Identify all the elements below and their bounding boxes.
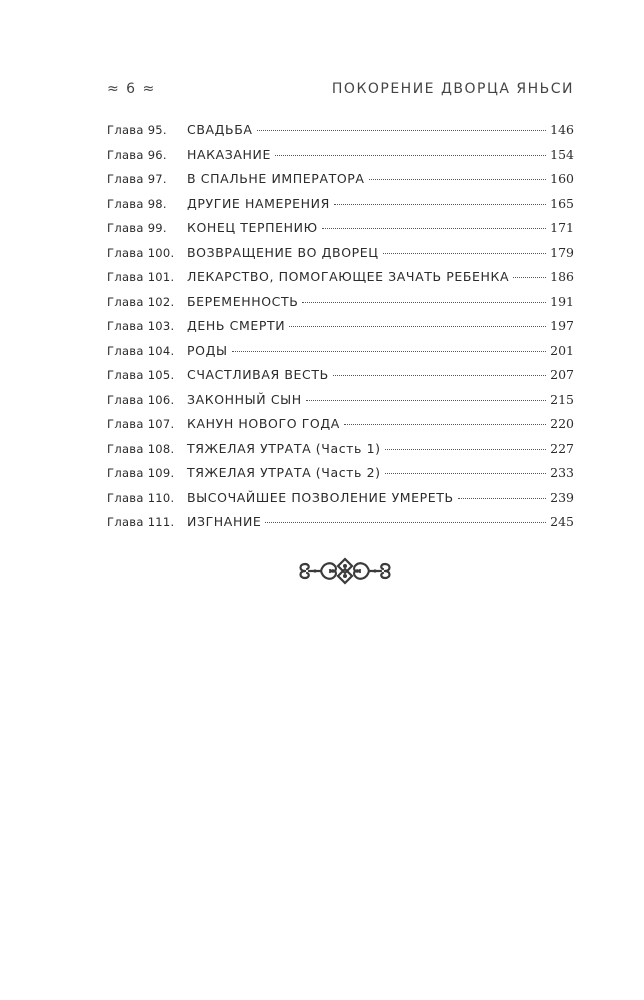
- chapter-page: 160: [550, 171, 574, 186]
- chapter-title: СВАДЬБА: [187, 122, 253, 137]
- dot-leader: [334, 204, 546, 205]
- chapter-title: НАКАЗАНИЕ: [187, 146, 271, 162]
- chapter-label: Глава 105.: [107, 368, 175, 382]
- chapter-page: 154: [550, 146, 574, 162]
- toc-entry[interactable]: [107, 367, 574, 392]
- chapter-page: 220: [550, 416, 574, 431]
- toc-entry[interactable]: [107, 392, 574, 417]
- chapter-title: КОНЕЦ ТЕРПЕНИЮ: [187, 220, 318, 235]
- page-number: ≈ 6 ≈: [107, 81, 156, 97]
- chapter-title: РОДЫ: [187, 342, 228, 358]
- chapter-page: 245: [550, 514, 574, 529]
- chapter-title: ТЯЖЕЛАЯ УТРАТА (Часть 2): [187, 465, 381, 480]
- dot-leader: [385, 449, 547, 450]
- toc-entry[interactable]: [107, 318, 574, 343]
- floral-ornament-icon: [295, 556, 395, 586]
- dot-leader: [385, 473, 547, 474]
- chapter-label: Глава 111.: [107, 515, 175, 529]
- chapter-page: 207: [550, 367, 574, 382]
- chapter-label: Глава 99.: [107, 221, 167, 235]
- chapter-page: 197: [550, 318, 574, 333]
- chapter-page: 233: [550, 465, 574, 480]
- chapter-title: БЕРЕМЕННОСТЬ: [187, 293, 299, 309]
- chapter-label: Глава 102.: [107, 294, 175, 309]
- chapter-title: ДРУГИЕ НАМЕРЕНИЯ: [187, 195, 330, 211]
- chapter-page: 215: [550, 391, 574, 407]
- chapter-page: 179: [550, 244, 574, 260]
- chapter-page: 171: [550, 220, 574, 235]
- chapter-page: 201: [550, 342, 574, 358]
- chapter-label: Глава 110.: [107, 490, 175, 505]
- toc-entry[interactable]: [107, 294, 574, 319]
- chapter-title: ВОЗВРАЩЕНИЕ ВО ДВОРЕЦ: [187, 244, 379, 260]
- dot-leader: [257, 130, 547, 131]
- toc-entry[interactable]: [107, 196, 574, 221]
- chapter-title: ТЯЖЕЛАЯ УТРАТА (Часть 1): [187, 440, 381, 456]
- chapter-label: Глава 97.: [107, 172, 167, 186]
- chapter-title: ЗАКОННЫЙ СЫН: [187, 391, 302, 407]
- toc-entry[interactable]: [107, 171, 574, 196]
- chapter-label: Глава 107.: [107, 417, 175, 431]
- chapter-label: Глава 98.: [107, 196, 167, 211]
- chapter-title: КАНУН НОВОГО ГОДА: [187, 416, 340, 431]
- dot-leader: [369, 179, 547, 180]
- chapter-page: 227: [550, 440, 574, 456]
- toc-entry[interactable]: [107, 147, 574, 172]
- chapter-title: СЧАСТЛИВАЯ ВЕСТЬ: [187, 367, 329, 382]
- dot-leader: [289, 326, 546, 327]
- toc-entry[interactable]: [107, 122, 574, 147]
- chapter-title: ДЕНЬ СМЕРТИ: [187, 318, 286, 333]
- chapter-title: ЛЕКАРСТВО, ПОМОГАЮЩЕЕ ЗАЧАТЬ РЕБЕНКА: [187, 269, 510, 284]
- chapter-label: Глава 106.: [107, 392, 175, 407]
- chapter-label: Глава 103.: [107, 319, 175, 333]
- dot-leader: [322, 228, 546, 229]
- chapter-page: 165: [550, 195, 574, 211]
- dot-leader: [265, 522, 546, 523]
- toc-entry[interactable]: [107, 441, 574, 466]
- dot-leader: [232, 351, 547, 352]
- dot-leader: [513, 277, 546, 278]
- chapter-page: 191: [550, 293, 574, 309]
- chapter-title: ВЫСОЧАЙШЕЕ ПОЗВОЛЕНИЕ УМЕРЕТЬ: [187, 489, 454, 505]
- toc-entry[interactable]: [107, 245, 574, 270]
- chapter-title: В СПАЛЬНЕ ИМПЕРАТОРА: [187, 171, 365, 186]
- dot-leader: [306, 400, 546, 401]
- chapter-label: Глава 101.: [107, 270, 175, 284]
- toc-entry[interactable]: [107, 490, 574, 515]
- dot-leader: [302, 302, 546, 303]
- dot-leader: [383, 253, 547, 254]
- chapter-page: 186: [550, 269, 574, 284]
- chapter-label: Глава 104.: [107, 343, 175, 358]
- chapter-page: 239: [550, 489, 574, 505]
- chapter-label: Глава 108.: [107, 441, 175, 456]
- toc-entry[interactable]: [107, 514, 574, 539]
- running-header: [107, 78, 574, 100]
- chapter-label: Глава 95.: [107, 123, 167, 137]
- toc-entry[interactable]: [107, 416, 574, 441]
- book-title: ПОКОРЕНИЕ ДВОРЦА ЯНЬСИ: [331, 81, 574, 97]
- dot-leader: [275, 155, 546, 156]
- chapter-page: 146: [550, 122, 574, 137]
- table-of-contents: [107, 122, 574, 539]
- chapter-label: Глава 109.: [107, 466, 175, 480]
- toc-entry[interactable]: [107, 269, 574, 294]
- dot-leader: [458, 498, 546, 499]
- chapter-title: ИЗГНАНИЕ: [187, 514, 262, 529]
- toc-entry[interactable]: [107, 343, 574, 368]
- dot-leader: [344, 424, 546, 425]
- chapter-label: Глава 96.: [107, 147, 167, 162]
- dot-leader: [333, 375, 546, 376]
- toc-entry[interactable]: [107, 220, 574, 245]
- toc-entry[interactable]: [107, 465, 574, 490]
- chapter-label: Глава 100.: [107, 245, 175, 260]
